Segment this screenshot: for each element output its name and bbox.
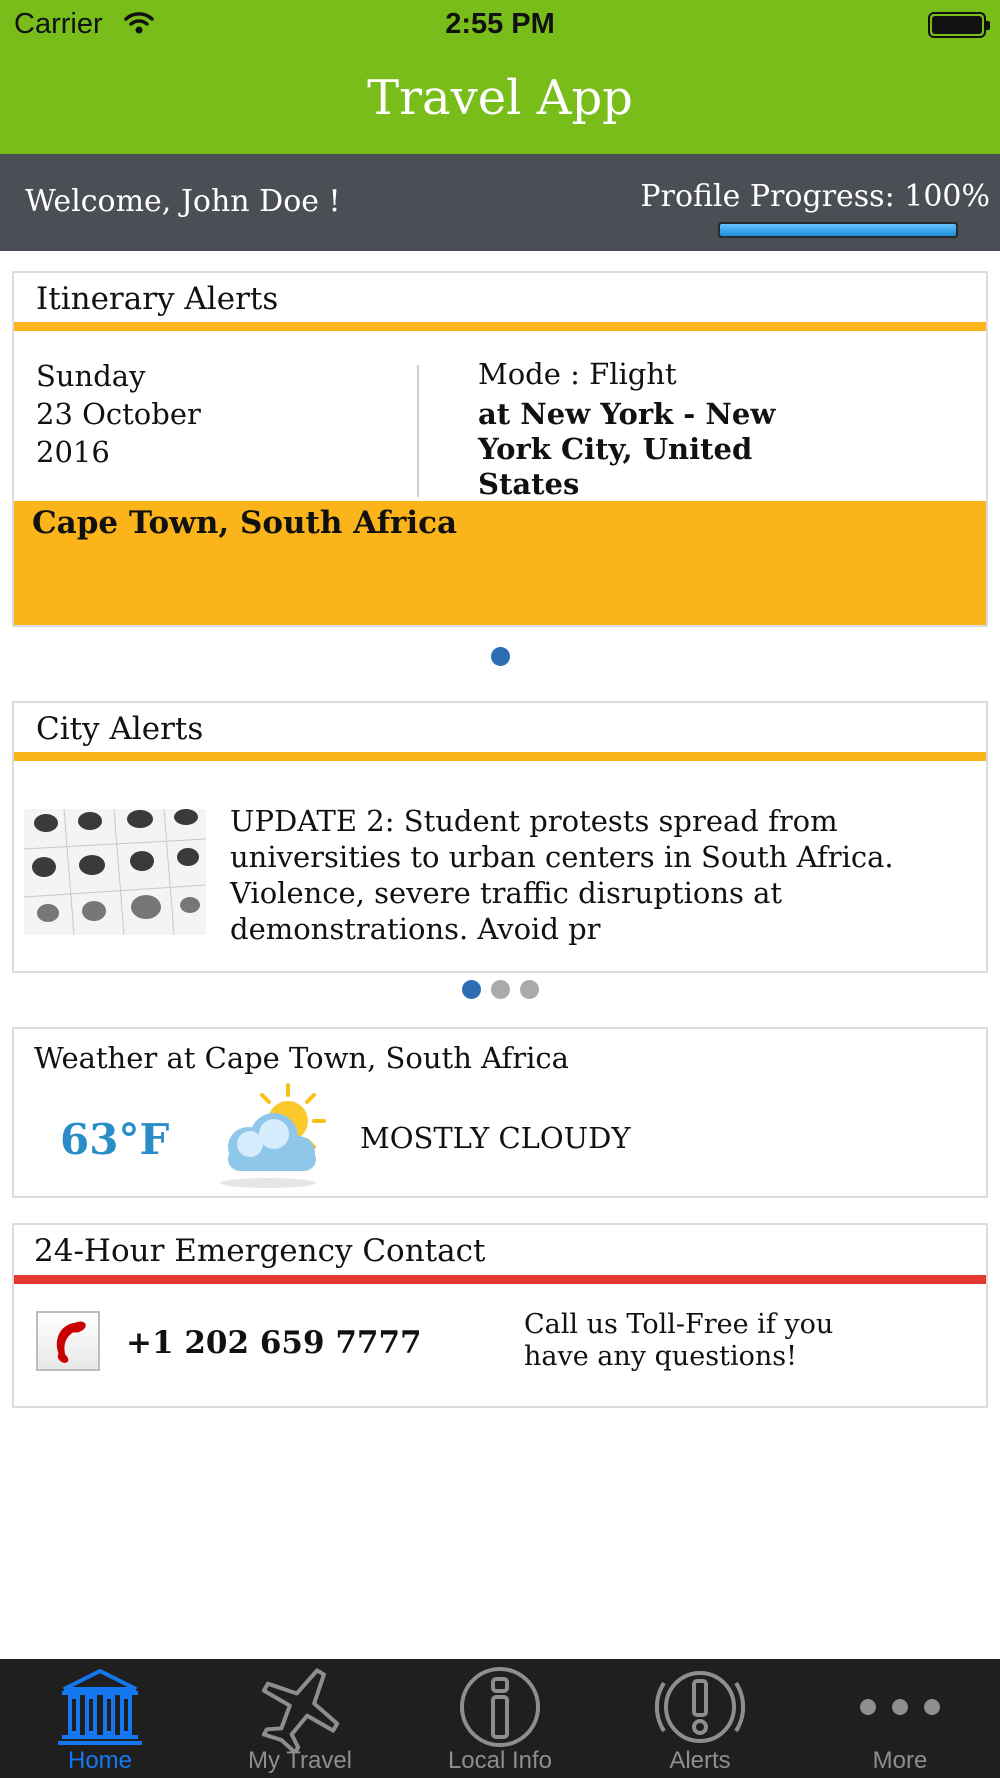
itinerary-mode: Mode : Flight bbox=[478, 357, 677, 391]
page-dot[interactable] bbox=[491, 647, 510, 666]
temperature: 63°F bbox=[60, 1115, 170, 1164]
city-alerts-card[interactable] bbox=[12, 701, 988, 973]
phone-icon bbox=[38, 1313, 98, 1369]
emergency-contact-title: 24-Hour Emergency Contact bbox=[34, 1233, 486, 1269]
tab-label: Alerts bbox=[669, 1747, 731, 1774]
profile-progress-label: Profile Progress: 100% bbox=[640, 179, 990, 214]
tab-label: Home bbox=[67, 1747, 133, 1774]
info-icon bbox=[450, 1663, 550, 1753]
page-dot[interactable] bbox=[462, 980, 481, 999]
carrier-label: Carrier bbox=[14, 8, 103, 40]
itinerary-day: Sunday bbox=[36, 359, 146, 393]
welcome-text: Welcome, John Doe ! bbox=[25, 184, 341, 219]
emergency-contact-card bbox=[12, 1223, 988, 1408]
airplane-icon bbox=[250, 1663, 350, 1753]
alert-icon bbox=[650, 1663, 750, 1753]
tab-label: More bbox=[872, 1747, 928, 1774]
fingerprint-image bbox=[24, 809, 206, 935]
itinerary-destination: Cape Town, South Africa bbox=[32, 505, 458, 541]
emergency-divider bbox=[14, 1275, 986, 1284]
partly-cloudy-icon bbox=[210, 1081, 334, 1193]
itinerary-alerts-title: Itinerary Alerts bbox=[36, 281, 279, 317]
status-bar bbox=[0, 0, 1000, 50]
itinerary-destination-bar bbox=[14, 501, 986, 625]
tab-bar bbox=[0, 1659, 1000, 1778]
page-dot[interactable] bbox=[491, 980, 510, 999]
city-alerts-title: City Alerts bbox=[36, 711, 204, 747]
itinerary-alerts-card[interactable] bbox=[12, 271, 988, 627]
tab-local-info[interactable] bbox=[400, 1659, 600, 1778]
profile-progress-fill bbox=[720, 224, 956, 236]
tab-label: Local Info bbox=[447, 1747, 553, 1774]
tab-home[interactable] bbox=[0, 1659, 200, 1778]
city-alerts-page-indicator[interactable] bbox=[0, 980, 1000, 1000]
itinerary-day-month: 23 October bbox=[36, 397, 201, 431]
tab-more[interactable] bbox=[800, 1659, 1000, 1778]
page-dot[interactable] bbox=[520, 980, 539, 999]
tab-alerts[interactable] bbox=[600, 1659, 800, 1778]
tab-my-travel[interactable] bbox=[200, 1659, 400, 1778]
profile-progress-bar bbox=[718, 222, 958, 238]
tab-label: My Travel bbox=[247, 1747, 352, 1774]
itinerary-date bbox=[36, 357, 201, 471]
weather-title: Weather at Cape Town, South Africa bbox=[34, 1041, 569, 1075]
column-divider bbox=[417, 365, 419, 497]
itinerary-origin: at New York - New York City, United States bbox=[478, 397, 776, 501]
nav-bar bbox=[0, 0, 1000, 154]
call-button[interactable] bbox=[36, 1311, 100, 1371]
status-time: 2:55 PM bbox=[445, 8, 555, 40]
itinerary-page-indicator[interactable] bbox=[0, 647, 1000, 667]
itinerary-divider bbox=[14, 322, 986, 331]
more-icon bbox=[850, 1663, 950, 1753]
weather-card[interactable] bbox=[12, 1027, 988, 1198]
emergency-phone-number[interactable]: +1 202 659 7777 bbox=[126, 1325, 422, 1361]
city-alert-text: UPDATE 2: Student protests spread from universities to urban centers in South Africa. Violence, severe traffic disruptions at demonstrations. Avoid pr bbox=[230, 804, 894, 946]
page-title: Travel App bbox=[367, 70, 633, 126]
toll-free-message: Call us Toll-Free if you have any questions! bbox=[524, 1309, 834, 1372]
itinerary-year: 2016 bbox=[36, 435, 110, 469]
weather-condition: MOSTLY CLOUDY bbox=[360, 1121, 631, 1155]
battery-icon bbox=[928, 12, 986, 38]
city-alerts-divider bbox=[14, 752, 986, 761]
bank-icon bbox=[50, 1663, 150, 1753]
